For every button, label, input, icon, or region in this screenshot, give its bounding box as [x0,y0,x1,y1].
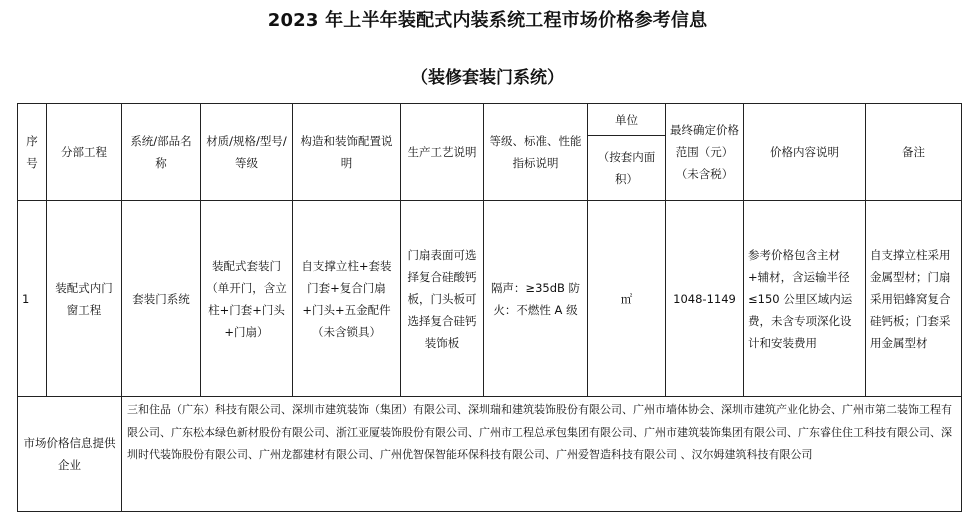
price-table [17,103,962,512]
cell-remark: 自支撑立柱采用金属型材；门扇采用铝蜂窝复合硅钙板；门套采用金属型材 [866,201,962,397]
suppliers-row [18,397,962,512]
header-row [18,104,962,136]
suppliers-list: 三和住品（广东）科技有限公司、深圳市建筑装饰（集团）有限公司、深圳瑞和建筑装饰股份有限公司、广州市墙体协会、深圳市建筑产业化协会、广州市第二装饰工程有限公司、广东松本绿色新材股份有限公司、浙江亚厦装饰股份有限公司、广州市工程总承包集团有限公司、广州市建筑装饰集团有限公司、广东睿住住工科技有限公司、深圳时代装饰股份有限公司、广州龙都建材有限公司、广州优智保智能环保科技有限公司、广州爱智造科技有限公司 、汉尔姆建筑科技有限公司 [122,397,962,512]
cell-system: 套装门系统 [122,201,201,397]
header-division: 分部工程 [47,104,122,201]
cell-seq: 1 [18,201,47,397]
document-subtitle: （装修套装门系统） [411,68,564,88]
cell-construction: 自支撑立柱+套装门套+复合门扇+门头+五金配件（未含锁具） [293,201,401,397]
suppliers-label: 市场价格信息提供企业 [18,397,122,512]
header-remark: 备注 [866,104,962,201]
header-seq: 序号 [18,104,47,201]
cell-price-range: 1048-1149 [666,201,744,397]
cell-price-desc: 参考价格包含主材+辅材，含运输半径≤150 公里区域内运费，未含专项深化设计和安装费用 [744,201,866,397]
header-material: 材质/规格/型号/等级 [201,104,293,201]
header-price-desc: 价格内容说明 [744,104,866,201]
header-process: 生产工艺说明 [401,104,484,201]
header-unit-bottom: （按套内面积） [588,136,666,201]
header-price-range: 最终确定价格范围（元）（未含税） [666,104,744,201]
cell-process: 门扇表面可选择复合硅酸钙板，门头板可选择复合硅钙装饰板 [401,201,484,397]
cell-material: 装配式套装门（单开门，含立柱+门套+门头+门扇） [201,201,293,397]
cell-grade: 隔声：≥35dB 防火：不燃性 A 级 [484,201,588,397]
cell-division: 装配式内门窗工程 [47,201,122,397]
table-row [18,201,962,397]
header-unit-top: 单位 [588,104,666,136]
header-construction: 构造和装饰配置说明 [293,104,401,201]
header-grade: 等级、标准、性能指标说明 [484,104,588,201]
header-system: 系统/部品名称 [122,104,201,201]
document-title: 2023 年上半年装配式内装系统工程市场价格参考信息 [267,10,708,31]
cell-unit: ㎡ [588,201,666,397]
